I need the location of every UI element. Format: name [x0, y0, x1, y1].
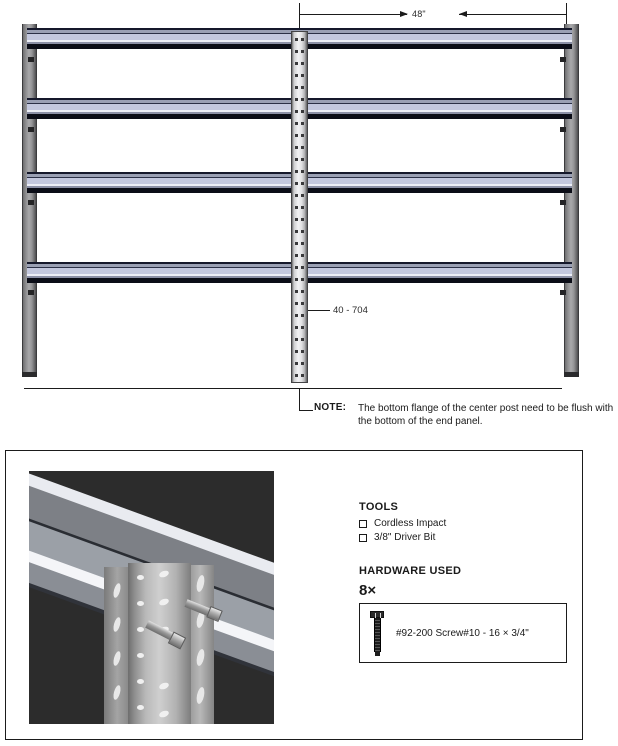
hardware-heading: HARDWARE USED: [359, 565, 462, 577]
screw-shaft: [374, 618, 381, 652]
detail-photo: [29, 471, 274, 724]
tools-heading: TOOLS: [359, 501, 399, 513]
dimension-arrowhead-left: [459, 11, 467, 17]
hex-head-screw-icon: [370, 611, 384, 656]
note-leader-horizontal: [299, 410, 313, 411]
dimension-label: 48": [412, 9, 426, 19]
note-label: NOTE:: [314, 402, 347, 413]
photo-post-hole: [137, 653, 144, 658]
post-bracket-tab: [560, 200, 566, 205]
post-bracket-tab: [28, 200, 34, 205]
dimension-line-left: [300, 14, 407, 15]
hardware-quantity: 8×: [359, 582, 377, 599]
hardware-part-number: #92-200 Screw: [396, 627, 464, 639]
part-callout-leader: [308, 310, 330, 311]
tool-label: Cordless Impact: [374, 518, 447, 529]
photo-post-hole: [137, 627, 144, 632]
assembly-baseline: [24, 388, 562, 389]
post-bracket-tab: [28, 290, 34, 295]
tool-item[interactable]: [359, 532, 574, 543]
end-post-left-base: [22, 372, 37, 377]
checkbox-icon[interactable]: [359, 534, 367, 542]
photo-post-hole: [137, 601, 144, 606]
tool-label: 3/8" Driver Bit: [374, 532, 436, 543]
post-bracket-tab: [28, 127, 34, 132]
checkbox-icon[interactable]: [359, 520, 367, 528]
post-bracket-tab: [28, 57, 34, 62]
screw-tip: [375, 651, 380, 656]
photo-post-hole: [137, 575, 144, 580]
hardware-size: #10 - 16 × 3/4": [463, 627, 529, 639]
post-bracket-tab: [560, 127, 566, 132]
photo-post-hole: [137, 679, 144, 684]
perforated-center-post: [291, 31, 308, 383]
post-bracket-tab: [560, 290, 566, 295]
tool-item[interactable]: [359, 518, 574, 529]
hardware-item-box: [359, 603, 567, 663]
screw-head: [370, 611, 384, 618]
part-callout-label: 40 - 704: [333, 305, 368, 316]
dimension-line-right: [459, 14, 566, 15]
detail-panel: [5, 450, 583, 740]
post-bracket-tab: [560, 57, 566, 62]
specs-column: [359, 501, 574, 663]
note-text: The bottom flange of the center post need to be flush with the bottom of the end panel.: [358, 403, 614, 427]
end-post-right-base: [564, 372, 579, 377]
photo-post-hole: [137, 705, 144, 710]
note-block: [314, 402, 614, 428]
note-leader-vertical: [299, 388, 300, 410]
end-post-right: [564, 24, 579, 377]
dimension-arrowhead-right: [400, 11, 408, 17]
